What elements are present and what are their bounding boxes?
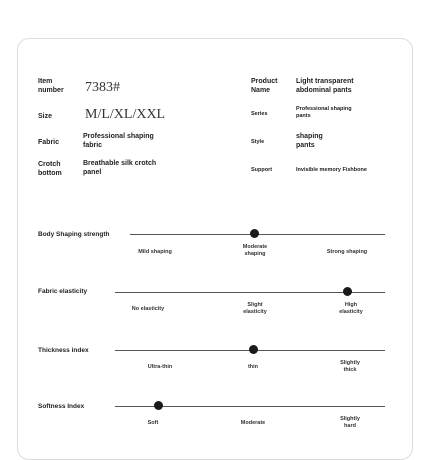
body-shaping-indicator bbox=[250, 229, 259, 238]
softness-option-low: Soft bbox=[147, 420, 159, 426]
thickness-option-high: Slightly thick bbox=[340, 360, 360, 373]
fabric-elasticity-indicator bbox=[343, 287, 352, 296]
thickness-option-mid: thin bbox=[247, 364, 259, 370]
body-shaping-option-low: Mild shaping bbox=[138, 249, 172, 255]
fabric-value: Professional shaping fabric bbox=[83, 133, 154, 149]
product-name-value: Light transparent abdominal pants bbox=[296, 78, 354, 94]
softness-option-mid: Moderate bbox=[240, 420, 266, 426]
style-value: shaping pants bbox=[296, 133, 323, 149]
thickness-label: Thickness index bbox=[38, 347, 89, 354]
product-name-label: Product Name bbox=[251, 78, 278, 94]
crotch-label: Crotch bottom bbox=[38, 161, 62, 177]
thickness-indicator bbox=[249, 345, 258, 354]
fabric-elasticity-option-high: High elasticity bbox=[339, 302, 363, 315]
body-shaping-option-high: Strong shaping bbox=[326, 249, 368, 255]
style-label: Style bbox=[251, 139, 265, 145]
series-label: Series bbox=[251, 111, 268, 117]
size-label: Size bbox=[38, 113, 53, 120]
softness-label: Softness Index bbox=[38, 403, 85, 410]
fabric-elasticity-label: Fabric elasticity bbox=[38, 288, 88, 295]
fabric-elasticity-option-low: No elasticity bbox=[131, 306, 165, 312]
thickness-option-low: Ultra-thin bbox=[147, 364, 173, 370]
series-value: Professional shaping pants bbox=[296, 106, 352, 119]
size-value: M/L/XL/XXL bbox=[85, 107, 166, 122]
softness-indicator bbox=[154, 401, 163, 410]
fabric-label: Fabric bbox=[38, 139, 60, 146]
crotch-value: Breathable silk crotch panel bbox=[83, 160, 157, 176]
item-number-value: 7383# bbox=[85, 80, 120, 95]
body-shaping-label: Body Shaping strength bbox=[38, 231, 110, 238]
support-label: Support bbox=[251, 167, 273, 173]
support-value: Invisible memory Fishbone bbox=[296, 167, 367, 173]
body-shaping-option-mid: Moderate shaping bbox=[242, 244, 268, 257]
item-number-label: Item number bbox=[38, 78, 64, 94]
softness-option-high: Slightly hard bbox=[340, 416, 360, 429]
fabric-elasticity-option-mid: Slight elasticity bbox=[243, 302, 267, 315]
